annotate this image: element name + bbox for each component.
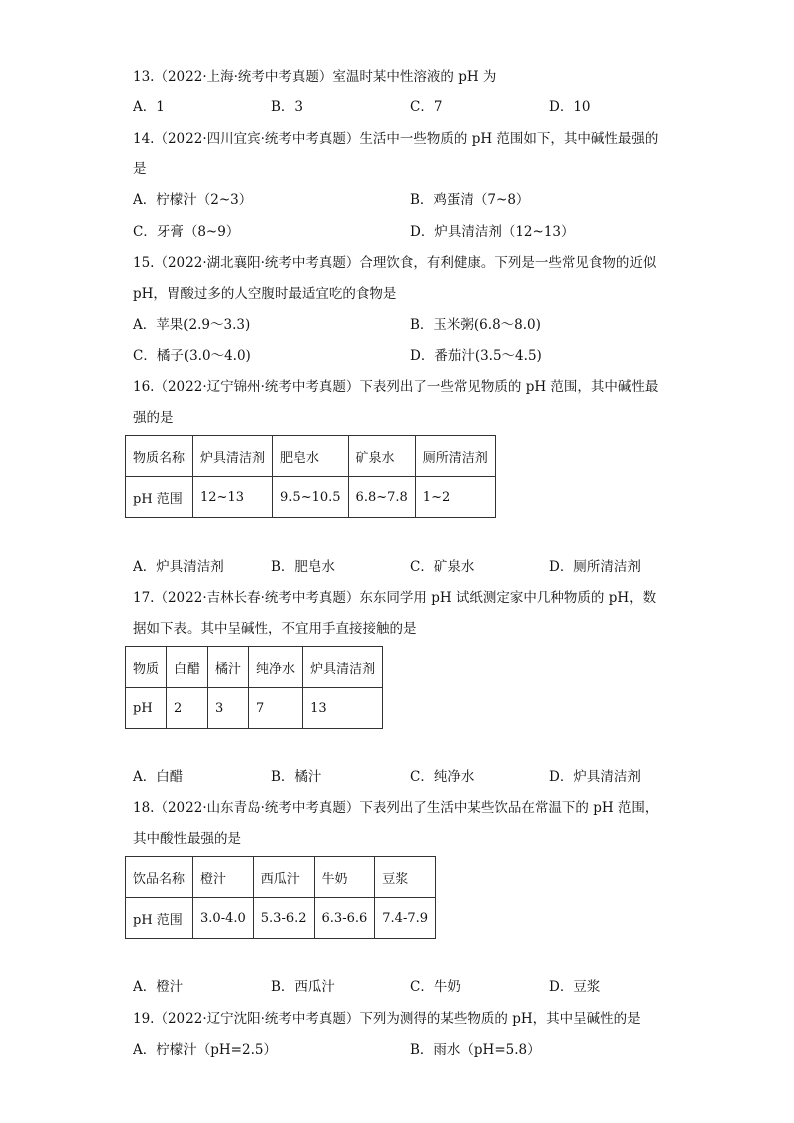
table-cell: 物质名称 (126, 436, 193, 477)
question-19-stem: 19.（2022·辽宁沈阳·统考中考真题）下列为测得的某些物质的 pH，其中呈碱性的是 (133, 1011, 641, 1027)
option-c[interactable]: C．牙膏（8~9） (133, 224, 240, 240)
table-row (126, 688, 383, 729)
table-cell: 橘汁 (208, 647, 249, 688)
option-a[interactable]: A．柠檬汁（2~3） (133, 192, 253, 208)
table-row (126, 477, 496, 518)
option-b[interactable]: B．雨水（pH=5.8） (410, 1042, 541, 1058)
option-b[interactable]: B．西瓜汁 (271, 979, 335, 995)
table-cell: 7.4-7.9 (375, 898, 436, 939)
table-cell: 3.0-4.0 (193, 898, 254, 939)
table-cell: 2 (167, 688, 208, 729)
table-cell: 豆浆 (375, 857, 436, 898)
option-b[interactable]: B．鸡蛋清（7~8） (410, 192, 530, 208)
option-b[interactable]: B．肥皂水 (271, 559, 335, 575)
table-cell: 肥皂水 (273, 436, 349, 477)
table-cell: 13 (303, 688, 383, 729)
table-cell: 炉具清洁剂 (303, 647, 383, 688)
option-d[interactable]: D．炉具清洁剂 (549, 769, 641, 785)
option-d[interactable]: D．10 (549, 99, 591, 115)
table-cell: 3 (208, 688, 249, 729)
question-17-stem-line-1: 17.（2022·吉林长春·统考中考真题）东东同学用 pH 试纸测定家中几种物质的 pH，数 (133, 590, 657, 606)
table-cell: 纯净水 (249, 647, 303, 688)
question-16-stem-line-2: 强的是 (133, 410, 174, 426)
table-cell: 7 (249, 688, 303, 729)
question-14-options-row-1 (133, 190, 693, 210)
option-a[interactable]: A．苹果(2.9～3.3) (133, 317, 251, 333)
table-cell: 西瓜汁 (253, 857, 314, 898)
question-15-options-row-1 (133, 315, 693, 335)
table-cell: 5.3-6.2 (253, 898, 314, 939)
option-a[interactable]: A．橙汁 (133, 979, 184, 995)
table-cell: 物质 (126, 647, 167, 688)
option-c[interactable]: C．橘子(3.0～4.0) (133, 348, 251, 364)
table-cell: 6.3-6.6 (314, 898, 375, 939)
table-cell: 饮品名称 (126, 857, 193, 898)
question-18-options (133, 977, 693, 997)
table-cell: 橙汁 (193, 857, 254, 898)
question-17-stem-line-2: 据如下表。其中呈碱性，不宜用手直接接触的是 (133, 621, 417, 637)
question-14-stem-line-1: 14.（2022·四川宜宾·统考中考真题）生活中一些物质的 pH 范围如下，其中碱性最强的 (133, 131, 659, 147)
option-d[interactable]: D．炉具清洁剂（12~13） (410, 224, 575, 240)
table-cell: 1~2 (415, 477, 495, 518)
table-cell: pH 范围 (126, 477, 193, 518)
table-cell: 12~13 (193, 477, 273, 518)
table-row (126, 436, 496, 477)
table-cell: 炉具清洁剂 (193, 436, 273, 477)
option-d[interactable]: D．番茄汁(3.5～4.5) (410, 348, 542, 364)
question-15-stem-line-1: 15.（2022·湖北襄阳·统考中考真题）合理饮食，有利健康。下列是一些常见食物的近似 (133, 255, 657, 271)
question-13-options (133, 97, 693, 117)
table-cell: 牛奶 (314, 857, 375, 898)
option-a[interactable]: A．1 (133, 99, 165, 115)
question-16-options (133, 557, 693, 577)
table-cell: 9.5~10.5 (273, 477, 349, 518)
question-16-table (125, 435, 496, 518)
option-a[interactable]: A．柠檬汁（pH=2.5） (133, 1042, 277, 1058)
question-15-options-row-2 (133, 346, 693, 366)
question-18-stem-line-2: 其中酸性最强的是 (133, 831, 241, 847)
option-c[interactable]: C．牛奶 (410, 979, 461, 995)
question-16-stem-line-1: 16.（2022·辽宁锦州·统考中考真题）下表列出了一些常见物质的 pH 范围，其中碱性最 (133, 379, 659, 395)
option-b[interactable]: B．玉米粥(6.8～8.0) (410, 317, 541, 333)
option-a[interactable]: A．白醋 (133, 769, 184, 785)
table-cell: pH 范围 (126, 898, 193, 939)
table-row (126, 857, 436, 898)
option-b[interactable]: B．3 (271, 99, 304, 115)
question-15-stem-line-2: pH，胃酸过多的人空腹时最适宜吃的食物是 (133, 286, 397, 302)
option-a[interactable]: A．炉具清洁剂 (133, 559, 224, 575)
question-18-table (125, 856, 436, 939)
option-c[interactable]: C．矿泉水 (410, 559, 475, 575)
table-cell: 6.8~7.8 (348, 477, 415, 518)
question-18-stem-line-1: 18.（2022·山东青岛·统考中考真题）下表列出了生活中某些饮品在常温下的 pH 范围， (133, 800, 659, 816)
question-19-options (133, 1040, 693, 1060)
table-cell: 厕所清洁剂 (415, 436, 495, 477)
question-14-options-row-2 (133, 222, 693, 242)
option-d[interactable]: D．豆浆 (549, 979, 601, 995)
option-c[interactable]: C．7 (410, 99, 443, 115)
option-d[interactable]: D．厕所清洁剂 (549, 559, 641, 575)
option-c[interactable]: C．纯净水 (410, 769, 475, 785)
table-cell: pH (126, 688, 167, 729)
question-14-stem-line-2: 是 (133, 161, 147, 177)
table-cell: 白醋 (167, 647, 208, 688)
question-17-table (125, 646, 383, 729)
option-b[interactable]: B．橘汁 (271, 769, 322, 785)
table-row (126, 898, 436, 939)
question-13-stem: 13.（2022·上海·统考中考真题）室温时某中性溶液的 pH 为 (133, 69, 497, 85)
table-row (126, 647, 383, 688)
question-17-options (133, 767, 693, 787)
table-cell: 矿泉水 (348, 436, 415, 477)
